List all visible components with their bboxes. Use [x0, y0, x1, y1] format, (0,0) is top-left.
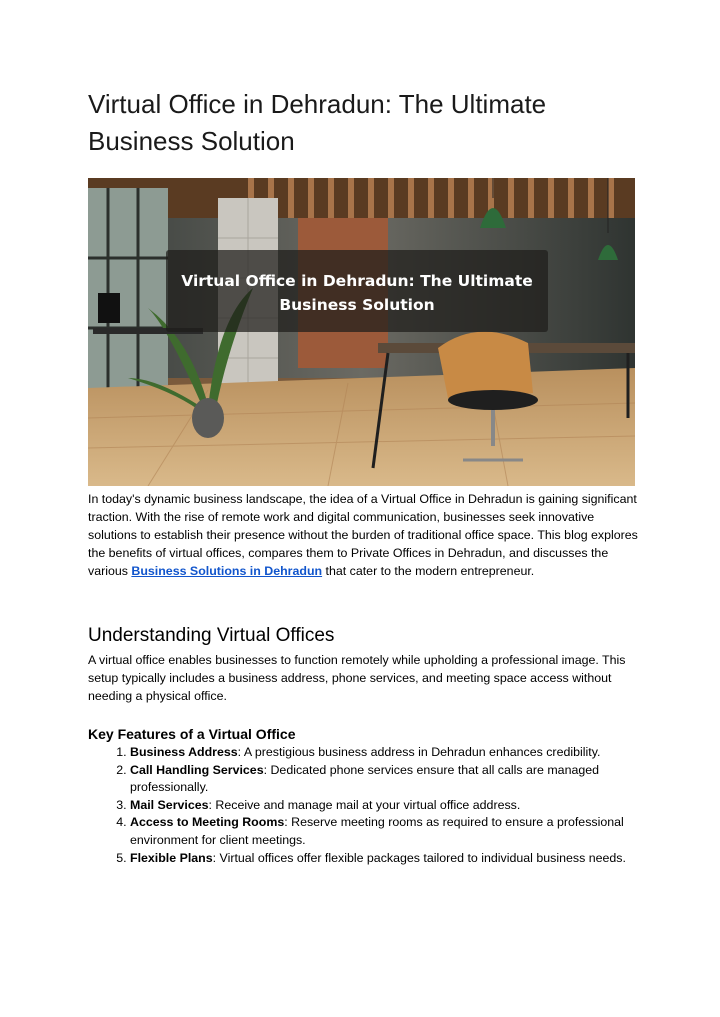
- feature-label: Business Address: [130, 745, 238, 759]
- list-item: [130, 762, 670, 797]
- list-item: [130, 744, 670, 762]
- business-solutions-link[interactable]: Business Solutions in Dehradun: [131, 564, 323, 578]
- list-item: [130, 850, 670, 868]
- feature-label: Access to Meeting Rooms: [130, 815, 285, 830]
- office-illustration: [88, 178, 635, 486]
- hero-overlay-line2: Business Solution: [279, 296, 435, 314]
- hero-image: [88, 178, 635, 486]
- list-item: [130, 797, 670, 815]
- feature-text: : Dedicated phone services ensure that all calls are managed professionally.: [130, 762, 600, 795]
- intro-text-end: that cater to the modern entrepreneur.: [322, 564, 535, 578]
- section-heading: Understanding Virtual Offices: [88, 625, 335, 646]
- list-item: [130, 814, 670, 849]
- feature-text: : Reserve meeting rooms as required to ensure a professional environment for client meetings.: [130, 815, 624, 847]
- feature-text: : Virtual offices offer flexible packages tailored to individual business needs.: [212, 850, 626, 865]
- intro-paragraph: [88, 490, 638, 580]
- feature-text: : Receive and manage mail at your virtual office address.: [208, 797, 521, 812]
- intro-text: In today's dynamic business landscape, the idea of a Virtual Office in Dehradun is gaining significant traction. With the rise of remote work and digital communication, businesses seek innovative solutions to establish their presence without the burden of traditional office space. This blog explores the benefits of virtual offices, compares them to Private Offices in Dehradun, and discusses the various: [88, 492, 638, 578]
- feature-label: Call Handling Services: [130, 762, 264, 777]
- features-list: [88, 744, 670, 867]
- features-heading: Key Features of a Virtual Office: [88, 726, 296, 742]
- section-paragraph: A virtual office enables businesses to function remotely while upholding a professional image. This setup typically includes a business address, phone services, and meeting space access without needing a physical office.: [88, 653, 626, 703]
- page-title: Virtual Office in Dehradun: The Ultimate Business Solution: [88, 89, 547, 156]
- feature-text: : A prestigious business address in Dehradun enhances credibility.: [237, 745, 601, 759]
- feature-label: Flexible Plans: [130, 850, 213, 865]
- hero-overlay-line1: Virtual Office in Dehradun: The Ultimate: [181, 272, 533, 290]
- feature-label: Mail Services: [130, 797, 209, 812]
